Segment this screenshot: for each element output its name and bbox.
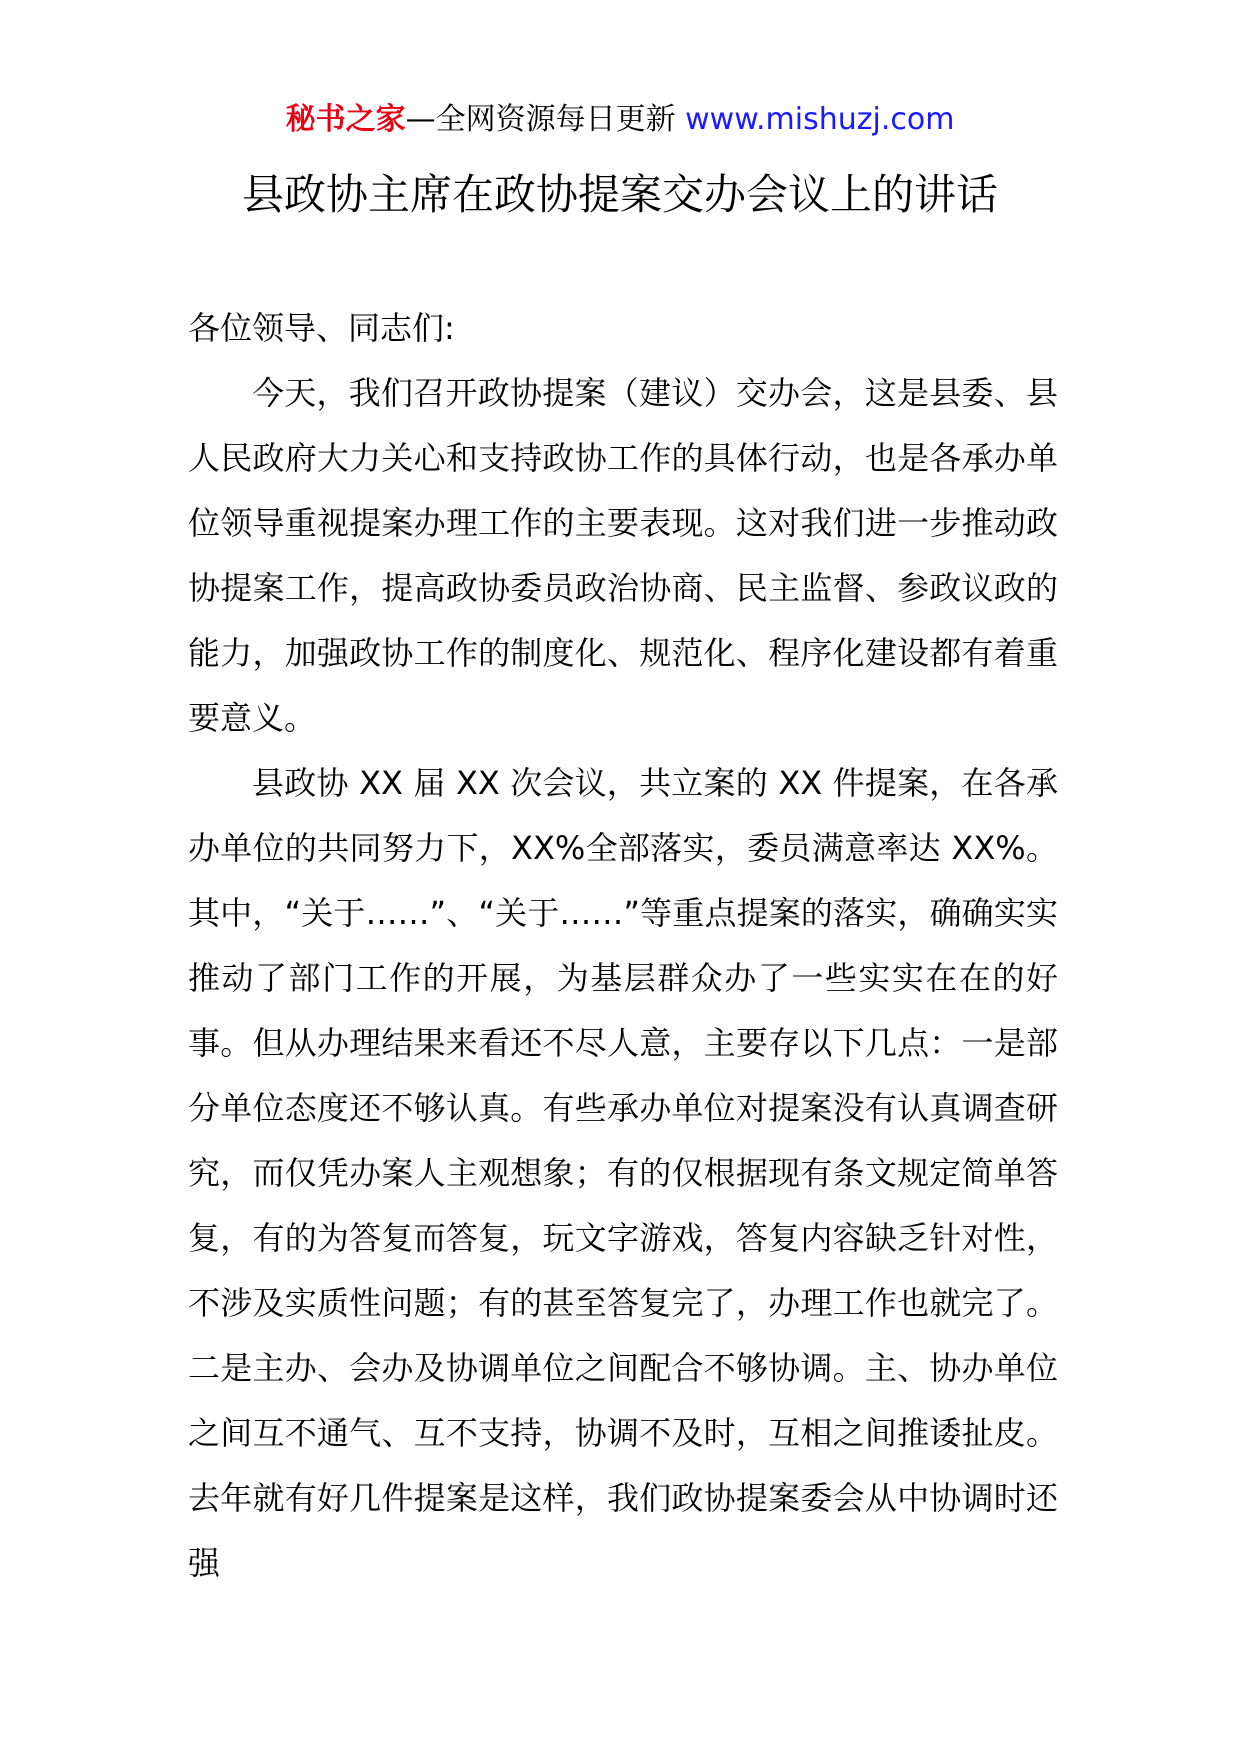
paragraph-2: 县政协 XX 届 XX 次会议，共立案的 XX 件提案，在各承办单位的共同努力下，XX%全部落实，委员满意率达 XX%。其中，“关于……”、“关于……”等重点提案的落实，确确实实推动了部门工作的开展，为基层群众办了一些实实在在的好事。但从办理结果来看还不尽人意，主要存以下几点：一是部分单位态度还不够认真。有些承办单位对提案没有认真调查研究，而仅凭办案人主观想象；有的仅根据现有条文规定简单答复，有的为答复而答复，玩文字游戏，答复内容缺乏针对性，不涉及实质性问题；有的甚至答复完了，办理工作也就完了。二是主办、会办及协调单位之间配合不够协调。主、协办单位之间互不通气、互不支持，协调不及时，互相之间推诿扯皮。去年就有好几件提案是这样，我们政协提案委会从中协调时还强 [188, 764, 1058, 1582]
site-url-link[interactable]: www.mishuzj.com [685, 102, 955, 137]
site-slogan: —全网资源每日更新 [405, 102, 676, 137]
document-body [188, 296, 1058, 1596]
paragraph-1: 今天，我们召开政协提案（建议）交办会，这是县委、县人民政府大力关心和支持政协工作的具体行动，也是各承办单位领导重视提案办理工作的主要表现。这对我们进一步推动政协提案工作，提高政协委员政治协商、民主监督、参政议政的能力，加强政协工作的制度化、规范化、程序化建设都有着重要意义。 [188, 374, 1058, 737]
document-title: 县政协主席在政协提案交办会议上的讲话 [241, 170, 998, 219]
site-name: 秘书之家 [285, 102, 406, 137]
salutation: 各位领导、同志们: [188, 309, 455, 347]
site-header [0, 100, 1240, 140]
